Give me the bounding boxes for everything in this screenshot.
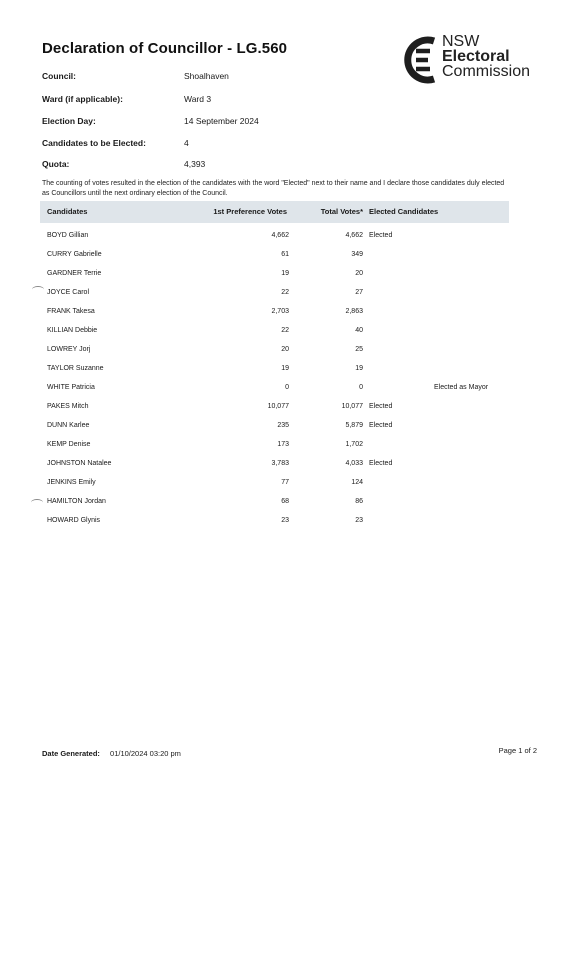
total-votes: 25 [355, 346, 363, 353]
scan-mark [32, 286, 44, 293]
info-label: Election Day: [42, 116, 96, 126]
candidate-name: GARDNER Terrie [47, 270, 102, 277]
logo-line-3: Commission [442, 63, 531, 80]
total-votes: 40 [355, 327, 363, 334]
first-preference-votes: 22 [281, 327, 289, 334]
table-row [40, 474, 509, 493]
candidate-name: HAMILTON Jordan [47, 498, 106, 505]
first-preference-votes: 10,077 [267, 403, 289, 410]
total-votes: 27 [355, 289, 363, 296]
candidate-name: KEMP Denise [47, 441, 91, 448]
results-table-header [40, 201, 509, 223]
total-votes: 1,702 [345, 441, 363, 448]
first-preference-votes: 23 [281, 517, 289, 524]
candidate-name: WHITE Patricia [47, 384, 95, 391]
date-generated-label: Date Generated: [42, 749, 100, 758]
first-preference-votes: 22 [281, 289, 289, 296]
first-preference-votes: 3,783 [271, 460, 289, 467]
elected-status: Elected [369, 403, 393, 410]
candidate-name: TAYLOR Suzanne [47, 365, 104, 372]
elected-status: Elected [369, 422, 393, 429]
candidate-name: LOWREY Jorj [47, 346, 91, 353]
logo-wordmark [442, 34, 530, 79]
table-row [40, 512, 509, 531]
table-row [40, 417, 509, 436]
candidate-name: KILLIAN Debbie [47, 327, 98, 334]
total-votes: 4,033 [345, 460, 363, 467]
candidate-name: DUNN Karlee [47, 422, 90, 429]
table-row [40, 379, 509, 398]
total-votes: 4,662 [345, 232, 363, 239]
total-votes: 0 [359, 384, 363, 391]
info-value: Shoalhaven [184, 71, 229, 81]
header-elected: Elected Candidates [369, 207, 439, 216]
table-row [40, 341, 509, 360]
info-value: 14 September 2024 [184, 116, 259, 126]
commission-logo-icon [400, 35, 440, 85]
first-preference-votes: 19 [281, 365, 289, 372]
candidate-name: HOWARD Glynis [47, 517, 101, 524]
nsw-electoral-commission-logo [400, 35, 550, 87]
candidate-name: PAKES Mitch [47, 403, 89, 410]
total-votes: 10,077 [341, 403, 363, 410]
declaration-text: The counting of votes resulted in the election of the candidates with the word "Elected" next to their name and I declare those candidates duly elected as Councillors until the next ordinary election of the Council. [42, 180, 505, 197]
header-first-preference: 1st Preference Votes [213, 207, 287, 216]
info-value: 4 [184, 138, 189, 148]
table-row [40, 303, 509, 322]
candidate-name: FRANK Takesa [47, 308, 95, 315]
candidate-name: JENKINS Emily [47, 479, 96, 486]
first-preference-votes: 0 [285, 384, 289, 391]
first-preference-votes: 68 [281, 498, 289, 505]
first-preference-votes: 61 [281, 251, 289, 258]
info-value: 4,393 [184, 159, 206, 169]
table-row [40, 322, 509, 341]
total-votes: 86 [355, 498, 363, 505]
total-votes: 19 [355, 365, 363, 372]
total-votes: 20 [355, 270, 363, 277]
logo-line-1: NSW [442, 33, 480, 50]
first-preference-votes: 4,662 [271, 232, 289, 239]
results-table-body [40, 227, 509, 531]
page-number: Page 1 of 2 [498, 746, 537, 755]
candidate-name: JOYCE Carol [47, 289, 90, 296]
table-row [40, 360, 509, 379]
first-preference-votes: 77 [281, 479, 289, 486]
elected-status: Elected [369, 460, 393, 467]
table-row [40, 265, 509, 284]
candidate-name: CURRY Gabrielle [47, 251, 102, 258]
header-candidates: Candidates [47, 207, 88, 216]
first-preference-votes: 173 [277, 441, 289, 448]
first-preference-votes: 19 [281, 270, 289, 277]
table-row [40, 284, 509, 303]
scan-mark [31, 499, 43, 506]
total-votes: 124 [351, 479, 363, 486]
info-value: Ward 3 [184, 94, 212, 104]
total-votes: 349 [351, 251, 363, 258]
total-votes: 5,879 [345, 422, 363, 429]
info-label: Candidates to be Elected: [42, 138, 146, 148]
table-row [40, 436, 509, 455]
first-preference-votes: 20 [281, 346, 289, 353]
candidate-name: BOYD Gillian [47, 232, 89, 239]
table-row [40, 455, 509, 474]
elected-status: Elected [369, 232, 393, 239]
date-generated [42, 749, 181, 758]
total-votes: 23 [355, 517, 363, 524]
total-votes: 2,863 [345, 308, 363, 315]
table-row [40, 398, 509, 417]
first-preference-votes: 2,703 [271, 308, 289, 315]
header-total-votes: Total Votes* [320, 207, 363, 216]
date-generated-value: 01/10/2024 03:20 pm [110, 749, 181, 758]
elected-note: Elected as Mayor [434, 384, 489, 391]
logo-line-2: Electoral [442, 48, 510, 65]
info-label: Council: [42, 71, 76, 81]
candidate-name: JOHNSTON Natalee [47, 460, 112, 467]
table-row [40, 227, 509, 246]
first-preference-votes: 235 [277, 422, 289, 429]
table-row [40, 493, 509, 512]
page-title: Declaration of Councillor - LG.560 [42, 40, 288, 57]
info-label: Quota: [42, 159, 70, 169]
info-label: Ward (if applicable): [42, 94, 123, 104]
table-row [40, 246, 509, 265]
